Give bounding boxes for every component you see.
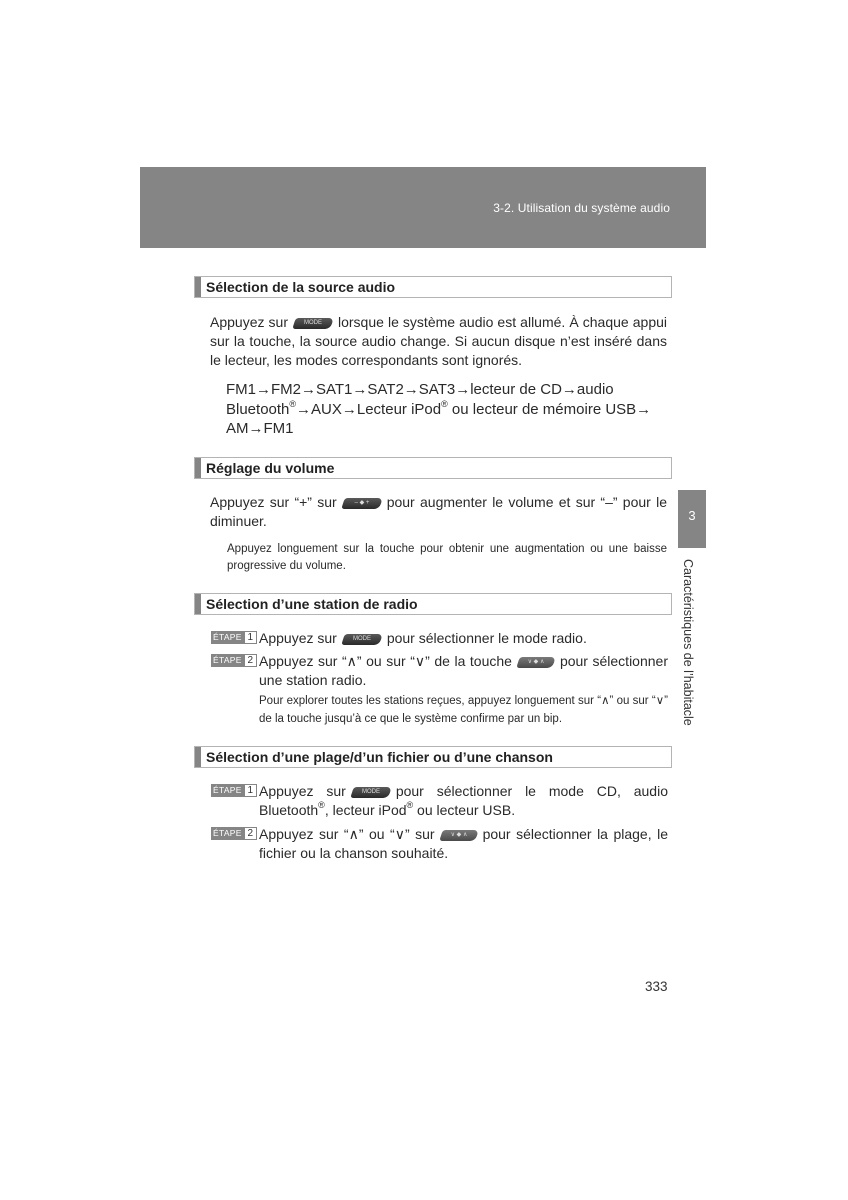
note-volume: Appuyez longuement sur la touche pour obtenir une augmentation ou une baisse progressive du volume. [227, 543, 667, 572]
chapter-title: 3-2. Utilisation du système audio [493, 201, 670, 215]
step-text: Appuyez sur “∧” ou “∨” sur ∨ ◆ ∧ pour sélectionner la plage, le fichier ou la chanson souhaité. [259, 826, 669, 861]
chapter-tab-number: 3 [688, 508, 696, 523]
mode-button-icon: MODE [341, 634, 383, 645]
step-badge: ÉTAPE 1 [211, 631, 257, 644]
paragraph-volume: Appuyez sur “+” sur – ◆ + pour augmenter le volume et sur “–” pour le diminuer. [210, 494, 667, 529]
note-radio: Pour explorer toutes les stations reçues, appuyez longuement sur “∧” ou sur “∨” de la touche jusqu’à ce que le système confirme par un bip. [259, 695, 668, 725]
section-heading-audio-source [194, 276, 672, 298]
chapter-tab [678, 490, 706, 548]
seek-button-icon: ∨ ◆ ∧ [516, 657, 556, 668]
mode-button-icon: MODE [350, 787, 392, 798]
step-text: Appuyez sur MODE pour sélectionner le mode radio. [259, 630, 587, 646]
seek-button-icon: ∨ ◆ ∧ [439, 830, 479, 841]
section-title: Sélection d’une station de radio [206, 596, 418, 612]
section-heading-track [194, 746, 672, 768]
step-badge: ÉTAPE 1 [211, 784, 257, 797]
heading-marker [195, 277, 201, 297]
volume-button-icon: – ◆ + [341, 498, 383, 509]
page-number: 333 [645, 979, 668, 994]
step-badge: ÉTAPE 2 [211, 654, 257, 667]
mode-button-icon: MODE [292, 318, 334, 329]
source-sequence: FM1→FM2→SAT1→SAT2→SAT3→lecteur de CD→audio Bluetooth®→AUX→Lecteur iPod® ou lecteur de mémoire USB→ AM→FM1 [226, 381, 652, 437]
paragraph-audio-source: Appuyez sur MODE lorsque le système audio est allumé. À chaque appui sur la touche, la source audio change. Si aucun disque n’est inséré dans le lecteur, les modes correspondants sont ignorés. [210, 314, 668, 368]
section-title: Sélection d’une plage/d’un fichier ou d’une chanson [206, 749, 553, 765]
section-title: Sélection de la source audio [206, 279, 396, 295]
step-text: Appuyez sur MODE pour sélectionner le mode CD, audio Bluetooth®, lecteur iPod® ou lecteur USB. [259, 783, 668, 818]
chapter-side-label: Caractéristiques de l’habitacle [681, 559, 695, 726]
step-text: Appuyez sur “∧” ou sur “∨” de la touche ∨ ◆ ∧ pour sélectionner une station radio. [259, 653, 668, 688]
section-heading-volume [194, 457, 672, 479]
heading-marker [195, 458, 201, 478]
heading-marker [195, 594, 201, 614]
section-heading-radio [194, 593, 672, 615]
section-title: Réglage du volume [206, 460, 335, 476]
heading-marker [195, 747, 201, 767]
chapter-header-band [140, 167, 706, 248]
step-badge: ÉTAPE 2 [211, 827, 257, 840]
